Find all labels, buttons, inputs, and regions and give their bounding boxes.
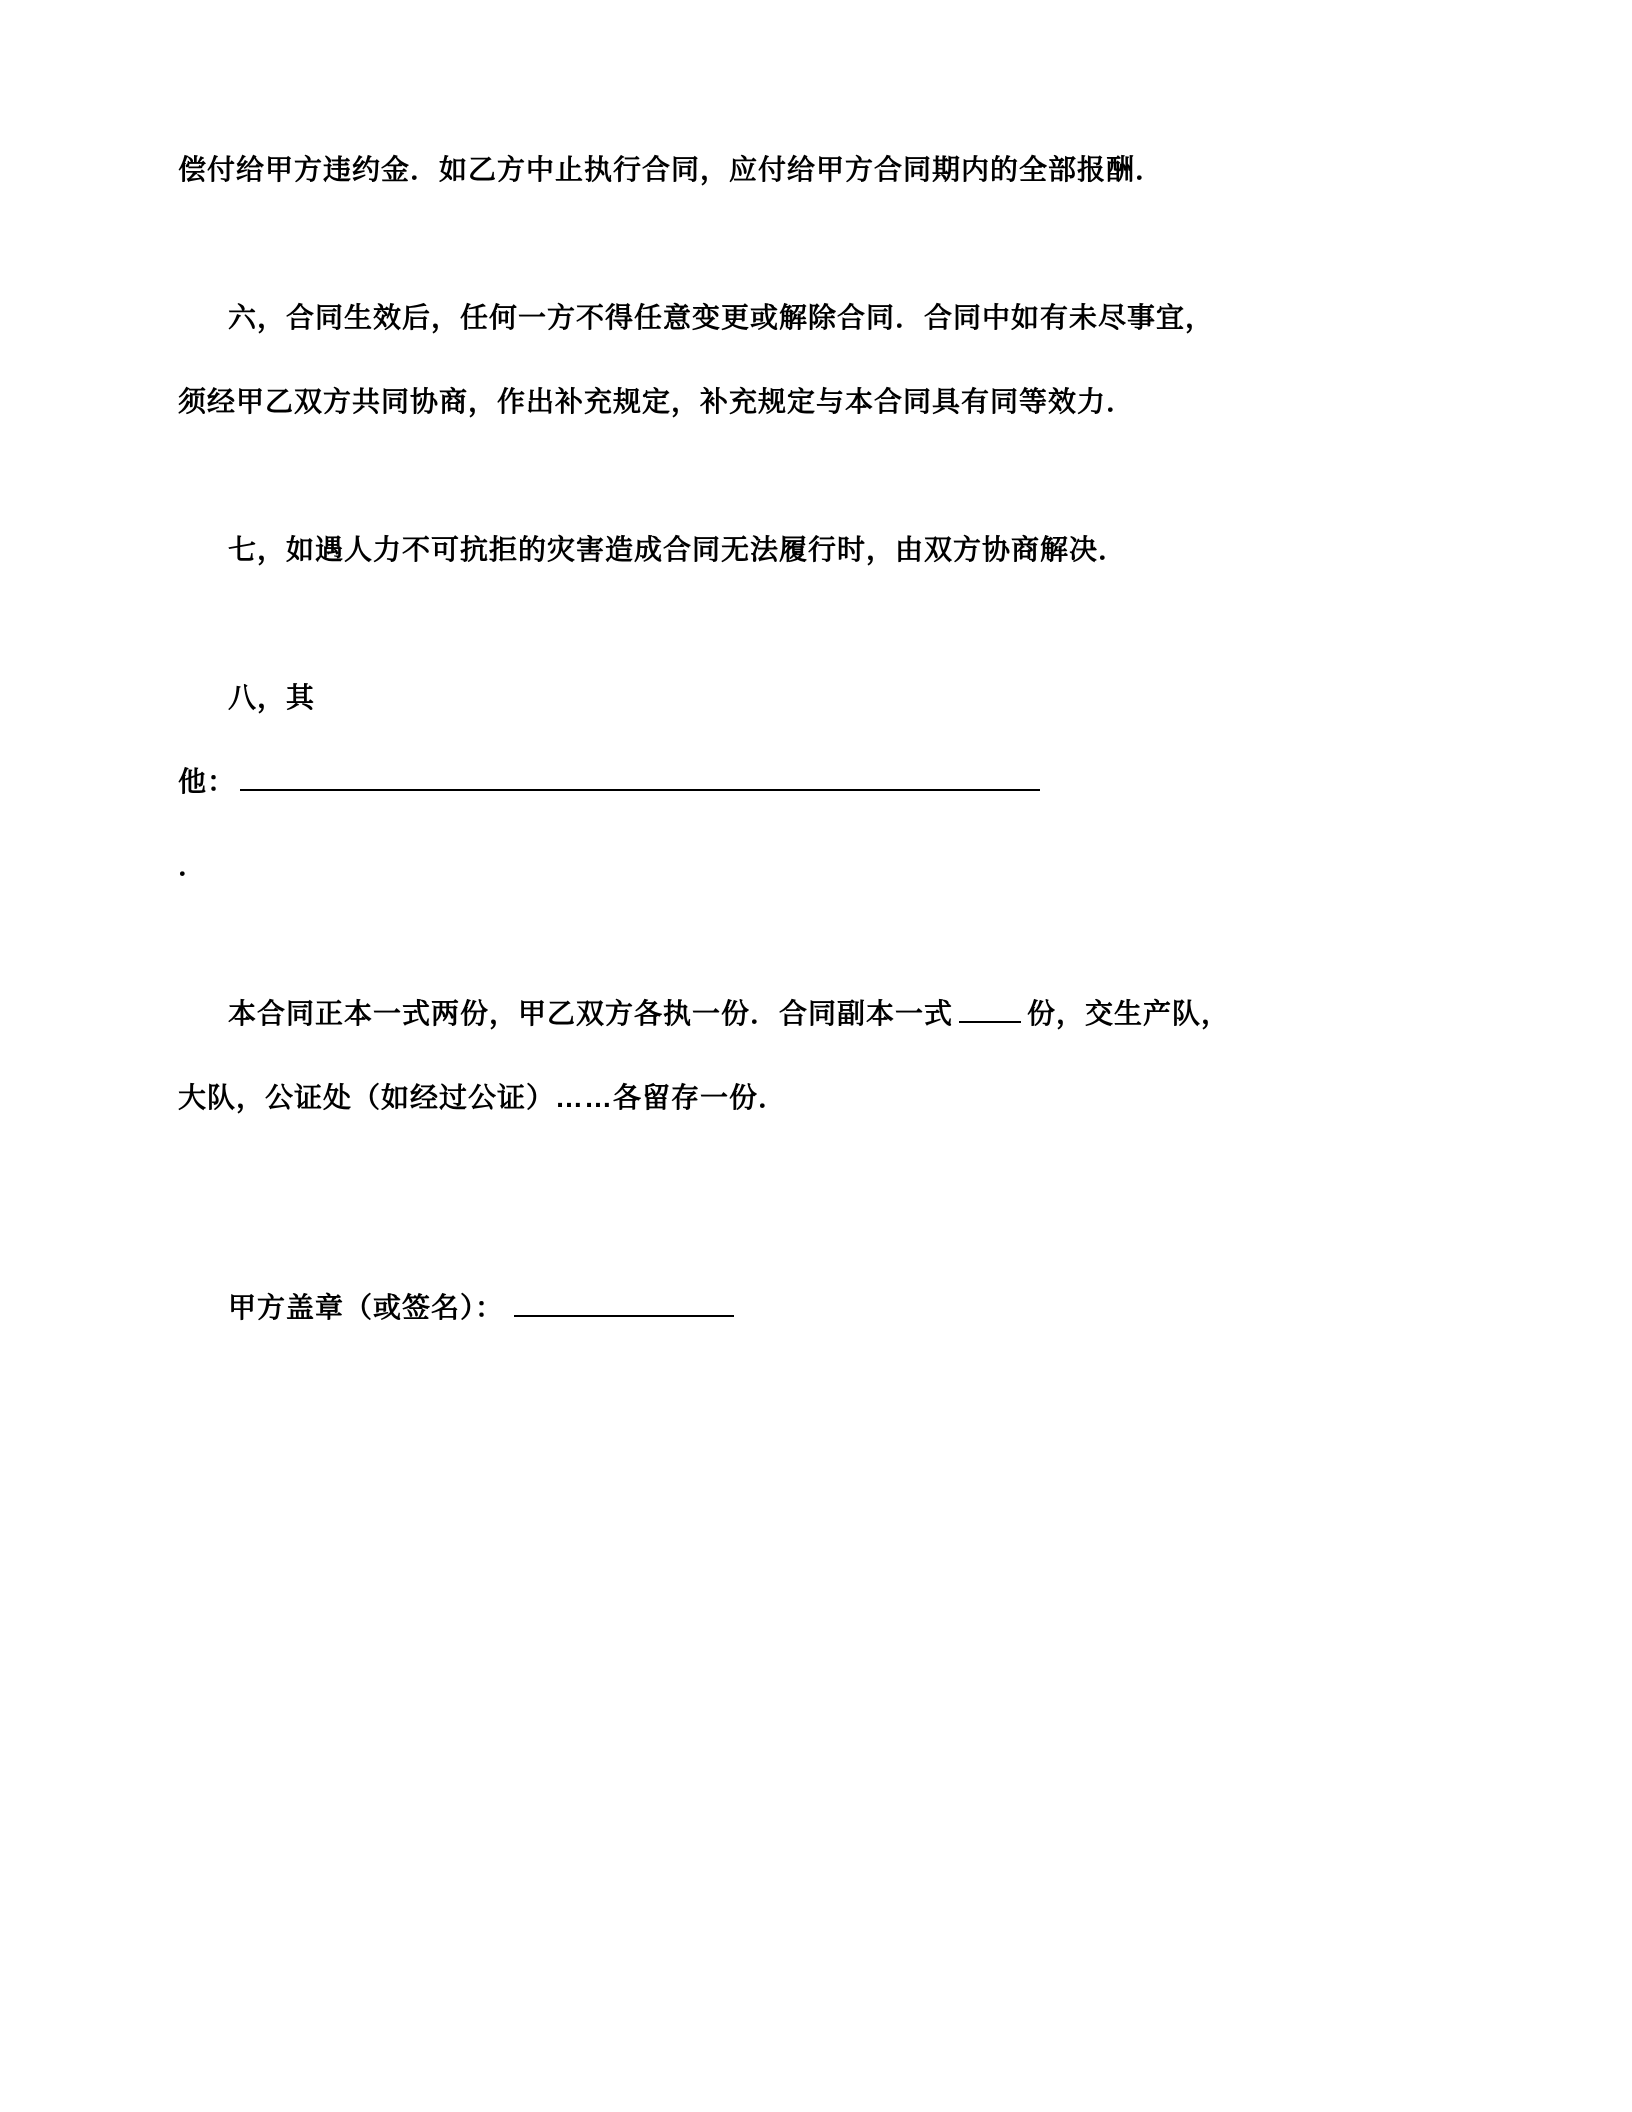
paragraph-clause-seven: 七，如遇人力不可抗拒的灾害造成合同无法履行时，由双方协商解决． bbox=[228, 534, 1128, 565]
paragraph-clause-eight-line1: 八，其 bbox=[228, 682, 316, 713]
paragraph-clause-six-line2: 须经甲乙双方共同协商，作出补充规定，补充规定与本合同具有同等效力． bbox=[178, 386, 1136, 417]
party-a-seal-label: 甲方盖章（或签名）： bbox=[228, 1292, 505, 1323]
paragraph-copies-line2: 大队，公证处（如经过公证）……各留存一份． bbox=[178, 1082, 788, 1113]
paragraph-clause-eight-line2 bbox=[178, 740, 1492, 824]
party-a-signature-blank-field bbox=[514, 1285, 734, 1317]
copies-text-after: 份，交生产队， bbox=[1027, 998, 1231, 1029]
paragraph-party-a-signature bbox=[178, 1266, 1492, 1350]
paragraph-clause-six-line1: 六，合同生效后，任何一方不得任意变更或解除合同．合同中如有未尽事宜， bbox=[228, 302, 1215, 333]
paragraph-clause-eight-period: ． bbox=[178, 850, 208, 881]
copies-text-before: 本合同正本一式两份，甲乙双方各执一份．合同副本一式 bbox=[228, 998, 954, 1029]
paragraph-copies-line1 bbox=[178, 972, 1492, 1056]
other-label: 他： bbox=[178, 766, 237, 797]
copies-count-blank-field bbox=[959, 991, 1021, 1023]
other-blank-field bbox=[240, 759, 1040, 791]
paragraph-breach-compensation: 偿付给甲方违约金．如乙方中止执行合同，应付给甲方合同期内的全部报酬． bbox=[178, 154, 1165, 185]
